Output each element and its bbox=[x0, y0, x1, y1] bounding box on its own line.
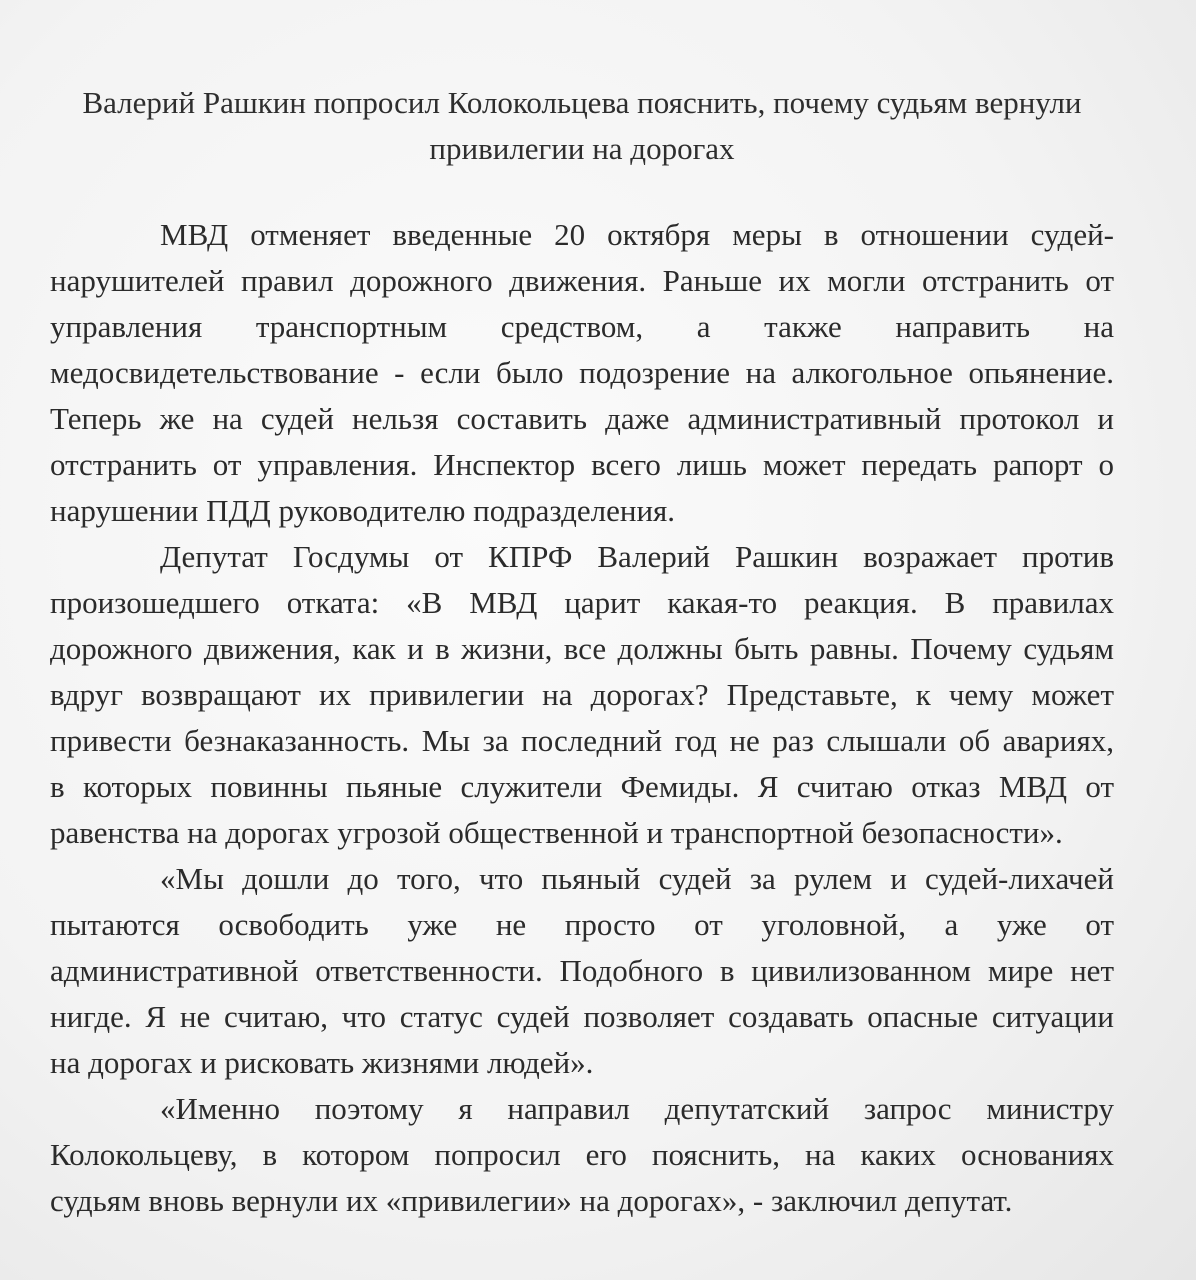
text-line: Теперь же на судей нельзя составить даже административный протокол и bbox=[50, 401, 1114, 436]
text-line: вдруг возвращают их привилегии на дорогах? Представьте, к чему может bbox=[50, 677, 1114, 712]
text-line: медосвидетельствование - если было подозрение на алкогольное опьянение. bbox=[50, 355, 1114, 390]
text-line: в которых повинны пьяные служители Фемиды. Я считаю отказ МВД от bbox=[50, 769, 1114, 804]
text-line: административной ответственности. Подобного в цивилизованном мире нет bbox=[50, 953, 1114, 988]
paragraph-3 bbox=[50, 856, 1114, 1086]
text-line: равенства на дорогах угрозой общественной и транспортной безопасности». bbox=[50, 815, 1063, 850]
paragraph-4 bbox=[50, 1086, 1114, 1224]
text-line: произошедшего отката: «В МВД царит какая-то реакция. В правилах bbox=[50, 585, 1114, 620]
text-line: Колокольцеву, в котором попросил его пояснить, на каких основаниях bbox=[50, 1137, 1114, 1172]
paragraph-2 bbox=[50, 534, 1114, 856]
text-line: отстранить от управления. Инспектор всего лишь может передать рапорт о bbox=[50, 447, 1114, 482]
paragraph-1 bbox=[50, 212, 1114, 534]
text-line: «Мы дошли до того, что пьяный судей за рулем и судей-лихачей bbox=[160, 861, 1114, 896]
text-line: судьям вновь вернули их «привилегии» на дорогах», - заключил депутат. bbox=[50, 1183, 1013, 1218]
text-line: на дорогах и рисковать жизнями людей». bbox=[50, 1045, 594, 1080]
text-line: «Именно поэтому я направил депутатский запрос министру bbox=[160, 1091, 1114, 1126]
text-line: нарушении ПДД руководителю подразделения. bbox=[50, 493, 676, 528]
text-line: нигде. Я не считаю, что статус судей позволяет создавать опасные ситуации bbox=[50, 999, 1114, 1034]
document-title bbox=[50, 80, 1114, 172]
text-line: управления транспортным средством, а также направить на bbox=[50, 309, 1114, 344]
text-line: Депутат Госдумы от КПРФ Валерий Рашкин возражает против bbox=[160, 539, 1114, 574]
text-line: пытаются освободить уже не просто от уголовной, а уже от bbox=[50, 907, 1114, 942]
text-line: нарушителей правил дорожного движения. Раньше их могли отстранить от bbox=[50, 263, 1114, 298]
text-line: МВД отменяет введенные 20 октября меры в отношении судей- bbox=[160, 217, 1114, 252]
title-line: Валерий Рашкин попросил Колокольцева пояснить, почему судьям вернули bbox=[82, 85, 1082, 120]
title-line: привилегии на дорогах bbox=[429, 131, 735, 166]
text-line: дорожного движения, как и в жизни, все должны быть равны. Почему судьям bbox=[50, 631, 1114, 666]
text-line: привести безнаказанность. Мы за последний год не раз слышали об авариях, bbox=[50, 723, 1114, 758]
